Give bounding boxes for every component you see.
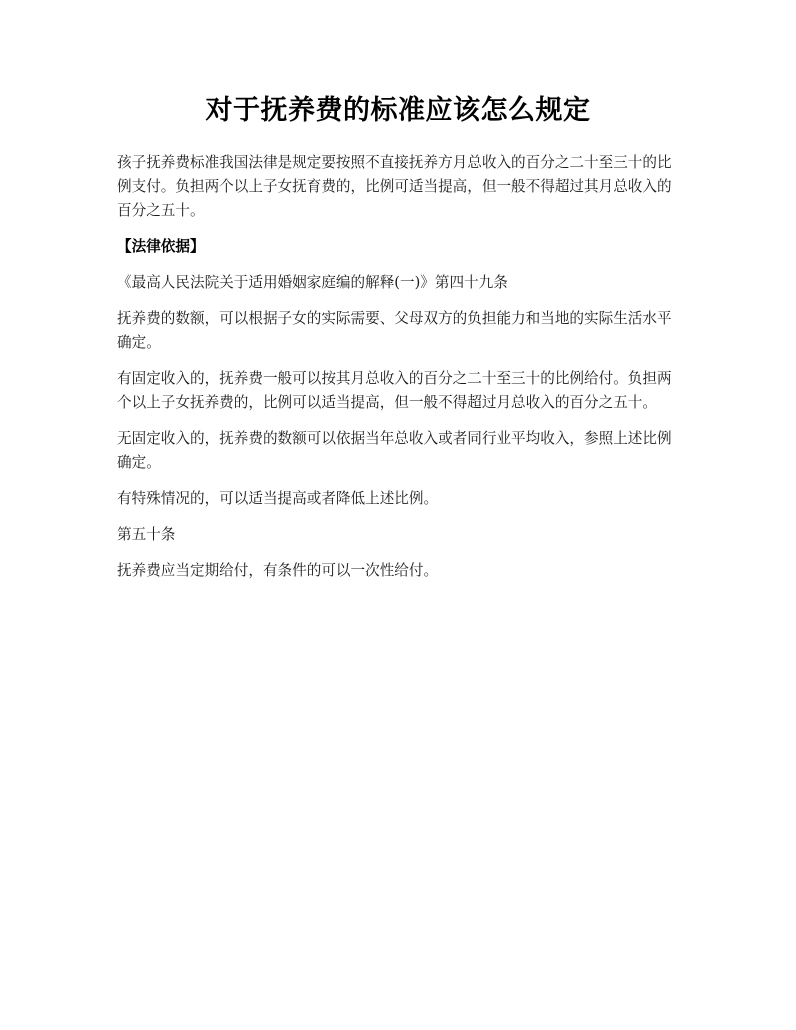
paragraph-support-amount: 抚养费的数额，可以根据子女的实际需要、父母双方的负担能力和当地的实际生活水平确定。 [117, 310, 672, 351]
paragraph-no-fixed-income: 无固定收入的，抚养费的数额可以依据当年总收入或者同行业平均收入，参照上述比例确定。 [117, 430, 672, 471]
document-body [117, 151, 679, 583]
paragraph-law-citation: 《最高人民法院关于适用婚姻家庭编的解释(一)》第四十九条 [117, 274, 508, 291]
paragraph-special-cases: 有特殊情况的，可以适当提高或者降低上述比例。 [117, 490, 439, 507]
paragraph-fixed-income: 有固定收入的，抚养费一般可以按其月总收入的百分之二十至三十的比例给付。负担两个以上子女抚养费的，比例可以适当提高，但一般不得超过月总收入的百分之五十。 [117, 370, 672, 411]
paragraph-intro: 孩子抚养费标准我国法律是规定要按照不直接抚养方月总收入的百分之二十至三十的比例支付。负担两个以上子女抚育费的，比例可适当提高，但一般不得超过其月总收入的百分之五十。 [117, 154, 672, 219]
document-title: 对于抚养费的标准应该怎么规定 [205, 95, 591, 126]
paragraph-payment-method: 抚养费应当定期给付，有条件的可以一次性给付。 [117, 562, 439, 579]
paragraph-article-fifty: 第五十条 [117, 526, 176, 543]
section-heading-legal-basis: 【法律依据】 [117, 238, 205, 255]
